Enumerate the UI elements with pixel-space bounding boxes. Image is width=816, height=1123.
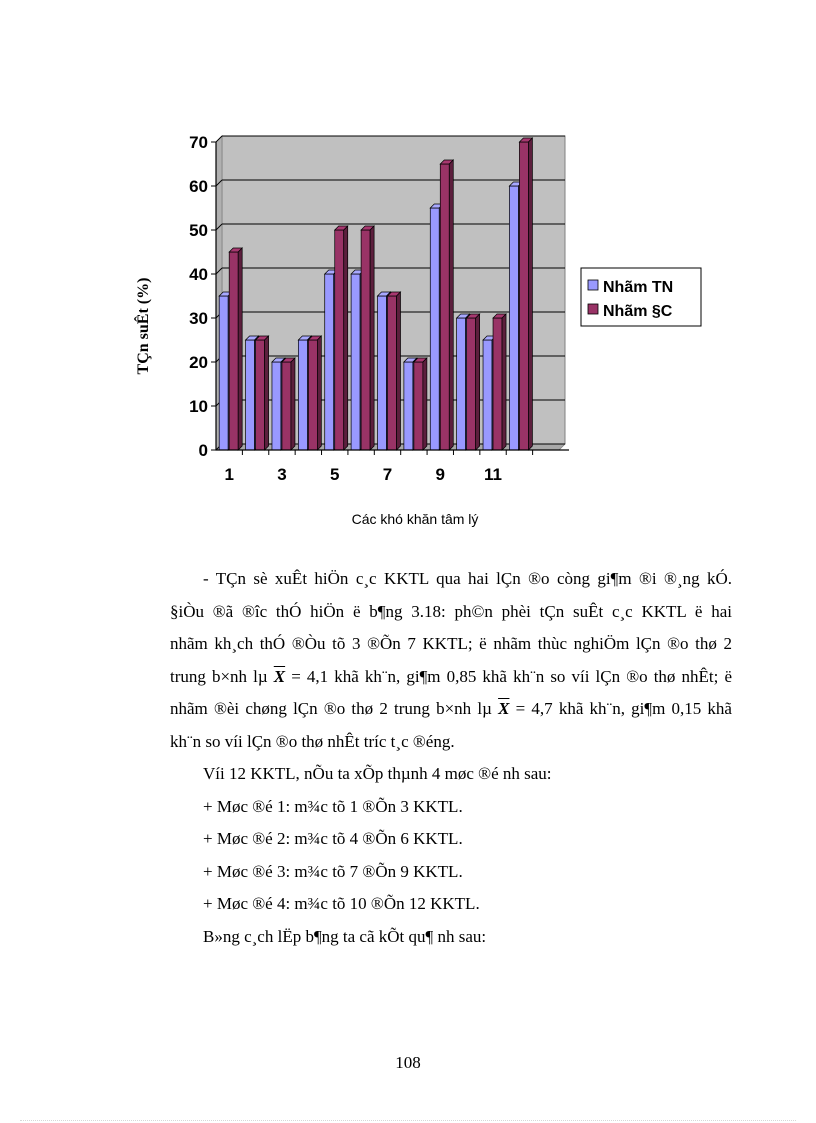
- list-item: + Møc ®é 2: m¾c tõ 4 ®Õn 6 KKTL.: [203, 829, 463, 848]
- bar-front: [519, 142, 528, 450]
- x-tick-label: 5: [329, 465, 340, 484]
- bar-front: [298, 340, 307, 450]
- bar-front: [325, 274, 334, 450]
- bar-dc-8: [414, 358, 427, 450]
- bar-dc-11: [493, 314, 506, 450]
- paragraph-line-xbar: nhãm ®èi chøng lÇn ®o thø 2 trung b×nh lµ $\overline{X} = 4,7$ khã kh¨n, gi¶m 0,15 khã: [170, 699, 732, 718]
- y-tick-label: 50: [189, 221, 208, 240]
- bar-front: [414, 362, 423, 450]
- bar-dc-3: [282, 358, 295, 450]
- bar-front: [308, 340, 317, 450]
- y-tick-label: 40: [189, 265, 208, 284]
- y-tick-label: 20: [189, 353, 208, 372]
- list-item: + Møc ®é 3: m¾c tõ 7 ®Õn 9 KKTL.: [203, 861, 463, 881]
- bar-dc-2: [256, 336, 269, 450]
- y-tick-label: 70: [189, 133, 208, 152]
- y-tick-label: 60: [189, 177, 208, 196]
- bar-chart: [120, 120, 720, 540]
- paragraph-line: kh¨n so víi lÇn ®o thø nhÊt tríc t¸c ®éng.: [170, 731, 455, 751]
- paragraph-line: - TÇn sè xuÊt hiÖn c¸c KKTL qua hai lÇn ®o còng gi¶m ®i ®¸ng kÓ.: [203, 569, 732, 588]
- bar-front: [335, 230, 344, 450]
- bar-front: [378, 296, 387, 450]
- bar-front: [483, 340, 492, 450]
- bar-front: [229, 252, 238, 450]
- legend-swatch: [588, 280, 598, 290]
- x-tick-label: 7: [382, 465, 393, 484]
- bar-dc-10: [467, 314, 480, 450]
- y-tick-label: 30: [189, 309, 208, 328]
- bar-front: [404, 362, 413, 450]
- bar-side: [423, 358, 427, 450]
- legend-label: Nhãm TN: [603, 279, 674, 296]
- bar-front: [272, 362, 281, 450]
- bar-side: [317, 336, 321, 450]
- bar-dc-7: [388, 292, 401, 450]
- bar-side: [476, 314, 480, 450]
- paragraph-line: nhãm kh¸ch thÓ ®Òu tõ 3 ®Õn 7 KKTL; ë nhãm thùc nghiÖm lÇn ®o thø 2: [170, 634, 732, 653]
- bar-front: [246, 340, 255, 450]
- body-text: [170, 563, 732, 953]
- list-item: + Møc ®é 4: m¾c tõ 10 ®Õn 12 KKTL.: [203, 894, 480, 913]
- list-item: + Møc ®é 1: m¾c tõ 1 ®Õn 3 KKTL.: [203, 796, 463, 816]
- bar-front: [351, 274, 360, 450]
- bar-side: [291, 358, 295, 450]
- bar-front: [509, 186, 518, 450]
- mean-symbol: $\overline{X}$: [273, 666, 286, 686]
- paragraph-line: B»ng c¸ch lËp b¶ng ta cã kÕt qu¶ nh sau:: [203, 926, 487, 946]
- bar-dc-4: [308, 336, 321, 450]
- bar-front: [282, 362, 291, 450]
- x-tick-label: 1: [224, 465, 234, 484]
- bar-front: [219, 296, 228, 450]
- paragraph-line-xbar: trung b×nh lµ $\overline{X} = 4,1$ khã kh¨n, gi¶m 0,85 khã kh¨n so víi lÇn ®o thø nhÊt; ë: [170, 666, 732, 686]
- bar-dc-9: [440, 160, 453, 450]
- x-tick-label: 3: [277, 465, 287, 484]
- x-tick-label: 11: [484, 465, 503, 484]
- bar-dc-1: [229, 248, 242, 450]
- bar-side: [528, 138, 532, 450]
- y-axis-label: TÇn suÊt (%): [135, 277, 152, 375]
- bar-front: [457, 318, 466, 450]
- bar-side: [397, 292, 401, 450]
- bar-front: [467, 318, 476, 450]
- bar-front: [440, 164, 449, 450]
- bar-front: [256, 340, 265, 450]
- y-tick-label: 0: [198, 441, 208, 460]
- legend-label: Nhãm §C: [603, 303, 673, 320]
- bar-side: [502, 314, 506, 450]
- bar-dc-6: [361, 226, 374, 450]
- page-bottom-rule: [20, 1120, 796, 1121]
- bar-front: [388, 296, 397, 450]
- bar-front: [493, 318, 502, 450]
- bar-side: [238, 248, 242, 450]
- bar-front: [430, 208, 439, 450]
- bar-side: [449, 160, 453, 450]
- y-tick-label: 10: [189, 397, 208, 416]
- bar-dc-5: [335, 226, 348, 450]
- x-tick-label: 9: [435, 465, 446, 484]
- bar-side: [265, 336, 269, 450]
- page-number: 108: [395, 1053, 421, 1072]
- mean-symbol: $\overline{X}$: [498, 699, 510, 718]
- paragraph-line: Víi 12 KKTL, nÕu ta xÕp thµnh 4 møc ®é nh sau:: [203, 764, 552, 783]
- bar-side: [344, 226, 348, 450]
- paragraph-line: §iÒu ®ã ®îc thÓ hiÖn ë b¶ng 3.18: ph©n phèi tÇn suÊt c¸c KKTL ë hai: [170, 601, 732, 621]
- bar-front: [361, 230, 370, 450]
- bar-side: [370, 226, 374, 450]
- legend-swatch: [588, 304, 598, 314]
- x-axis-label: Các khó khăn tâm lý: [351, 511, 479, 527]
- bar-dc-12: [519, 138, 532, 450]
